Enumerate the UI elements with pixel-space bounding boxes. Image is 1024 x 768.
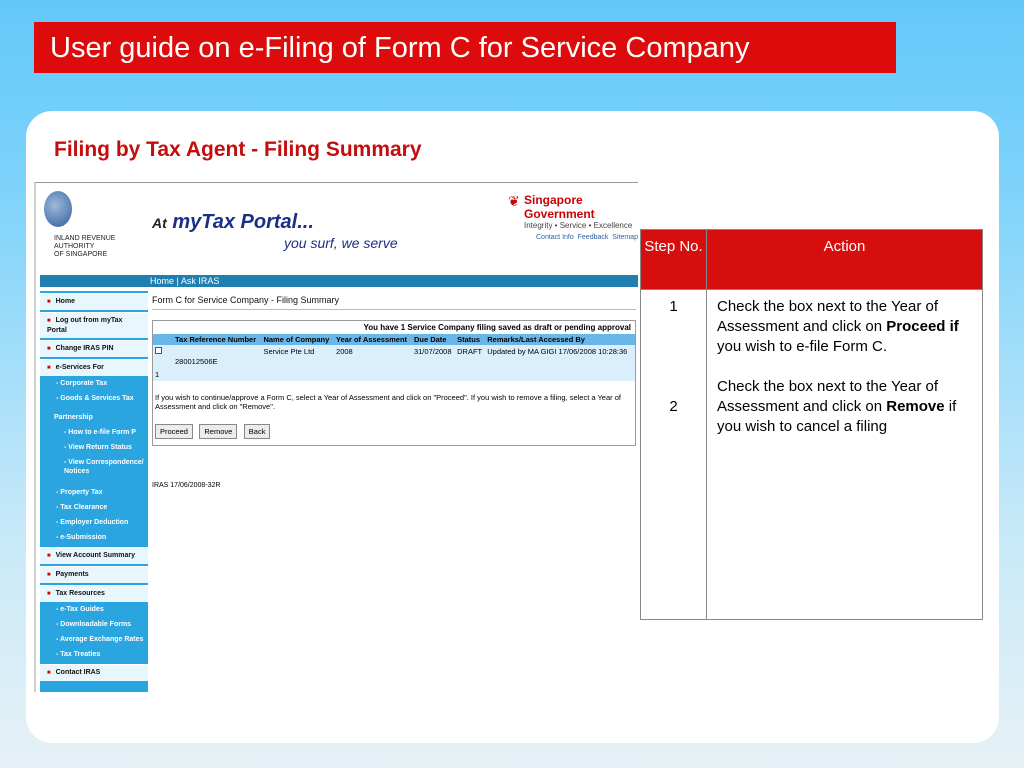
form-title: Form C for Service Company - Filing Summary xyxy=(152,295,636,310)
step-numbers: 1 2 xyxy=(641,290,707,620)
sidebar-item-view-correspondence[interactable]: - View Correspondence/ Notices xyxy=(64,459,144,475)
step-2-text: Check the box next to the Year of Assessment and click on Remove if you wish to cancel a filing xyxy=(717,378,957,435)
iras-logo-icon xyxy=(44,191,72,227)
sidebar-group-partnership: Partnership xyxy=(54,414,93,421)
back-button[interactable]: Back xyxy=(244,424,271,439)
col-company: Name of Company xyxy=(261,334,334,345)
filing-summary-box xyxy=(152,320,636,446)
header-step: Step No. xyxy=(641,230,707,290)
sidebar-item-employer-deduction[interactable]: - Employer Deduction xyxy=(56,519,129,526)
col-due-date: Due Date xyxy=(412,334,455,345)
main-content xyxy=(152,295,636,489)
row-count: 1 xyxy=(153,368,635,381)
sidebar-item-corporate-tax[interactable]: - Corporate Tax xyxy=(56,380,108,387)
sidebar-item-exchange-rates[interactable]: - Average Exchange Rates xyxy=(56,636,144,643)
filing-table xyxy=(153,334,635,381)
portal-tagline: you surf, we serve xyxy=(284,235,398,251)
sidebar-item-tax-clearance[interactable]: - Tax Clearance xyxy=(56,504,108,511)
sidebar-item-payments[interactable]: ■ Payments xyxy=(40,566,148,583)
header-action: Action xyxy=(707,230,983,290)
sidebar-item-tax-treaties[interactable]: - Tax Treaties xyxy=(56,651,101,658)
sidebar xyxy=(40,291,148,692)
portal-title: At myTax Portal... xyxy=(152,211,314,233)
sidebar-item-change-pin[interactable]: ■ Change IRAS PIN xyxy=(40,340,148,357)
sidebar-item-esubmission[interactable]: - e-Submission xyxy=(56,534,107,541)
table-row: 280012506E Service Pte Ltd 2008 31/07/2008 DRAFT Updated by MA GIGI 17/06/2008 10:28:36 xyxy=(153,345,635,368)
singapore-government-banner: ❦ Singapore Government Integrity • Service • Excellence Contact Info Feedback Sitemap xyxy=(508,193,638,241)
col-status: Status xyxy=(455,334,485,345)
draft-message: You have 1 Service Company filing saved as draft or pending approval xyxy=(363,323,631,332)
step-1-text: Check the box next to the Year of Assessment and click on Proceed if you wish to e-file Form C. xyxy=(717,298,959,355)
sidebar-item-home[interactable]: ■ Home xyxy=(40,293,148,310)
sidebar-item-gst[interactable]: - Goods & Services Tax xyxy=(56,395,134,402)
sidebar-item-eservices[interactable]: ■ e-Services For xyxy=(40,359,148,376)
col-ya: Year of Assessment xyxy=(334,334,412,345)
slide-title: User guide on e-Filing of Form C for Service Company xyxy=(34,22,896,73)
sidebar-item-downloadable-forms[interactable]: - Downloadable Forms xyxy=(56,621,132,628)
sidebar-item-tax-resources[interactable]: ■ Tax Resources xyxy=(40,585,148,602)
sidebar-item-logout[interactable]: ■ Log out from myTax Portal xyxy=(40,312,148,338)
page-footer: IRAS 17/06/2008-32R xyxy=(152,482,221,489)
col-tax-ref: Tax Reference Number xyxy=(173,334,261,345)
select-checkbox[interactable] xyxy=(155,347,162,354)
slide-subtitle: Filing by Tax Agent - Filing Summary xyxy=(54,138,422,161)
sidebar-item-how-to-efile[interactable]: - How to e-file Form P xyxy=(64,429,136,436)
col-remarks: Remarks/Last Accessed By xyxy=(485,334,635,345)
sidebar-item-view-return[interactable]: - View Return Status xyxy=(64,444,132,451)
proceed-button[interactable]: Proceed xyxy=(155,424,193,439)
feedback-link[interactable]: Feedback xyxy=(577,234,609,241)
remove-button[interactable]: Remove xyxy=(199,424,237,439)
sidebar-item-property-tax[interactable]: - Property Tax xyxy=(56,489,103,496)
steps-table xyxy=(640,229,983,620)
top-nav[interactable]: Home | Ask IRAS xyxy=(40,275,638,287)
contact-info-link[interactable]: Contact Info xyxy=(536,234,574,241)
step-actions xyxy=(707,290,983,620)
iras-logo-text: INLAND REVENUE AUTHORITY OF SINGAPORE xyxy=(54,235,116,258)
lion-head-icon: ❦ xyxy=(508,193,520,209)
sidebar-item-view-account[interactable]: ■ View Account Summary xyxy=(40,547,148,564)
instruction-note: If you wish to continue/approve a Form C, select a Year of Assessment and click on "Proceed". If you wish to remove a filing, select a Year of Assessment and click on "Remove". xyxy=(155,393,621,411)
sitemap-link[interactable]: Sitemap xyxy=(612,234,638,241)
sidebar-item-etax-guides[interactable]: - e-Tax Guides xyxy=(56,606,104,613)
sidebar-item-contact[interactable]: ■ Contact IRAS xyxy=(40,664,148,681)
portal-screenshot xyxy=(34,182,638,692)
